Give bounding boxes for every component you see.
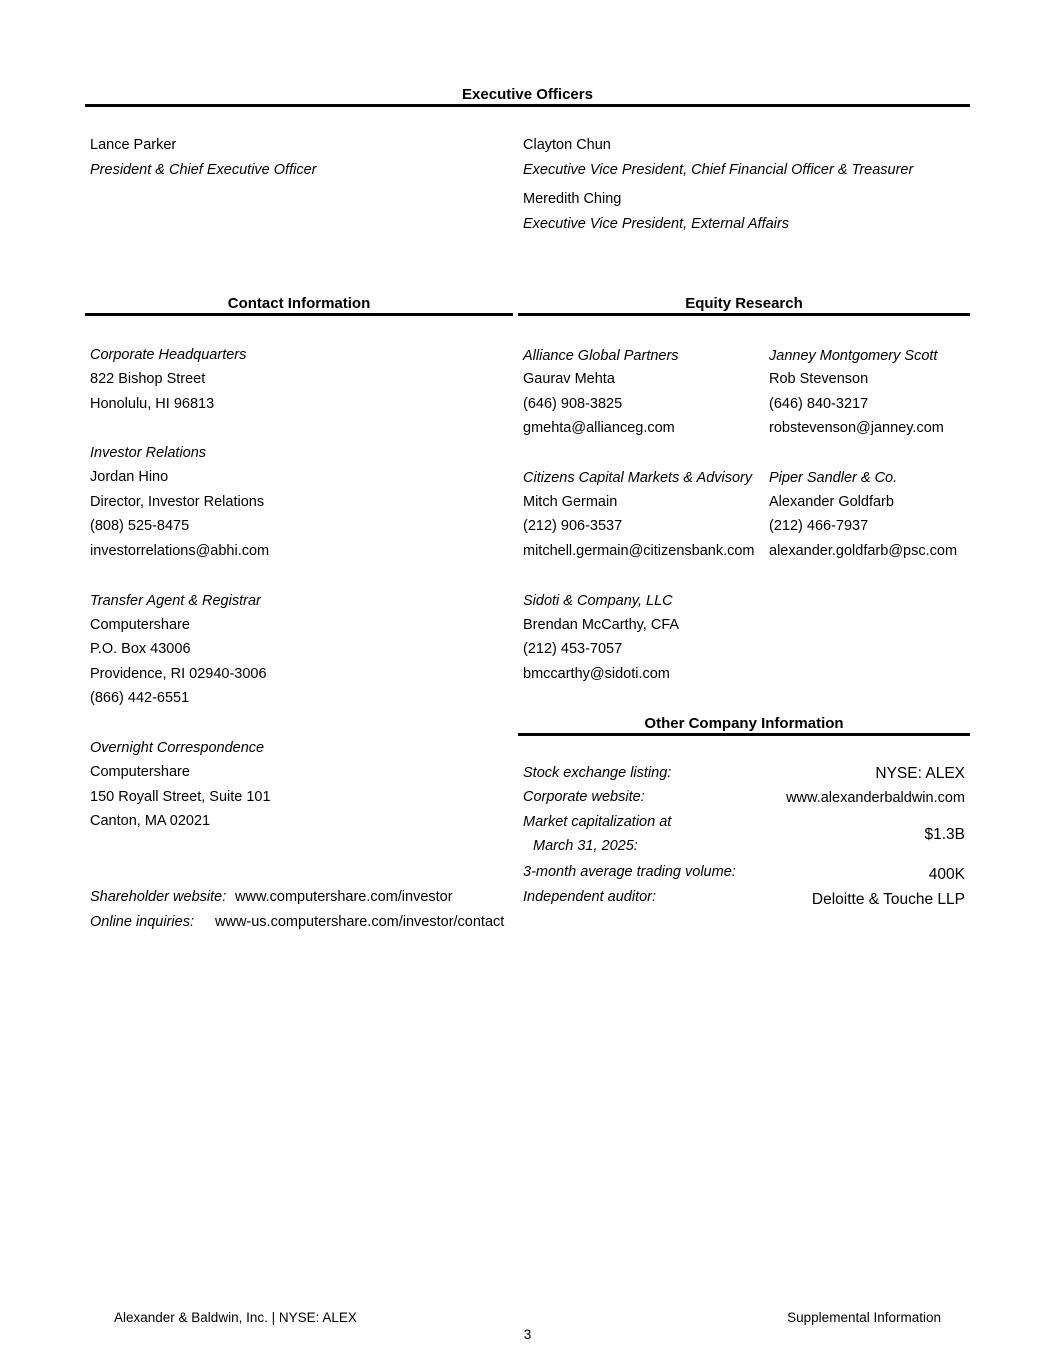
info-label-continued: March 31, 2025:: [533, 838, 638, 854]
info-value: Deloitte & Touche LLP: [811, 891, 965, 908]
officer-name: Meredith Ching: [523, 191, 622, 207]
overnight-street: 150 Royall Street, Suite 101: [90, 789, 271, 805]
overnight-label: Overnight Correspondence: [90, 740, 265, 756]
footer-company: Alexander & Baldwin, Inc. | NYSE: ALEX: [114, 1310, 357, 1325]
contact-information-heading: Contact Information: [227, 295, 371, 312]
executive-officers-rule: [85, 104, 970, 107]
contact-information-rule: [85, 313, 513, 316]
ir-phone: (808) 525-8475: [90, 518, 190, 534]
equity-phone: (212) 466-7937: [769, 518, 869, 534]
info-value: 400K: [928, 866, 965, 883]
online-inquiries-link[interactable]: www-us.computershare.com/investor/contact: [215, 914, 505, 930]
equity-email[interactable]: robstevenson@janney.com: [769, 420, 944, 436]
equity-analyst: Brendan McCarthy, CFA: [523, 617, 680, 633]
transfer-city: Providence, RI 02940-3006: [90, 666, 267, 682]
page-number: 3: [523, 1327, 532, 1342]
online-inquiries-label: Online inquiries:: [90, 914, 194, 930]
equity-research-heading: Equity Research: [685, 295, 803, 312]
transfer-label: Transfer Agent & Registrar: [90, 593, 261, 609]
transfer-company: Computershare: [90, 617, 190, 633]
transfer-phone: (866) 442-6551: [90, 690, 190, 706]
info-label: 3-month average trading volume:: [523, 864, 736, 880]
overnight-company: Computershare: [90, 764, 190, 780]
equity-firm: Alliance Global Partners: [523, 348, 679, 364]
equity-analyst: Alexander Goldfarb: [769, 494, 894, 510]
overnight-city: Canton, MA 02021: [90, 813, 211, 829]
transfer-box: P.O. Box 43006: [90, 641, 191, 657]
info-value: NYSE: ALEX: [875, 765, 965, 782]
equity-phone: (646) 908-3825: [523, 396, 623, 412]
officer-name: Clayton Chun: [523, 137, 611, 153]
executive-officers-heading: Executive Officers: [462, 86, 593, 103]
equity-firm: Sidoti & Company, LLC: [523, 593, 673, 609]
shareholder-website-label: Shareholder website:: [90, 889, 227, 905]
officer-role: President & Chief Executive Officer: [90, 162, 317, 178]
equity-email[interactable]: bmccarthy@sidoti.com: [523, 666, 670, 682]
equity-firm: Janney Montgomery Scott: [769, 348, 938, 364]
equity-firm: Piper Sandler & Co.: [769, 470, 898, 486]
shareholder-website-link[interactable]: www.computershare.com/investor: [235, 889, 453, 905]
equity-email[interactable]: mitchell.germain@citizensbank.com: [523, 543, 755, 559]
ir-name: Jordan Hino: [90, 469, 169, 485]
officer-role: Executive Vice President, Chief Financial Officer & Treasurer: [523, 162, 914, 178]
equity-analyst: Rob Stevenson: [769, 371, 869, 387]
ir-title: Director, Investor Relations: [90, 494, 265, 510]
equity-research-rule: [518, 313, 970, 316]
equity-email[interactable]: gmehta@allianceg.com: [523, 420, 675, 436]
equity-analyst: Mitch Germain: [523, 494, 618, 510]
equity-phone: (212) 453-7057: [523, 641, 623, 657]
officer-role: Executive Vice President, External Affairs: [523, 216, 789, 232]
footer-document: Supplemental Information: [787, 1310, 941, 1325]
ir-email[interactable]: investorrelations@abhi.com: [90, 543, 270, 559]
ir-label: Investor Relations: [90, 445, 207, 461]
info-label: Stock exchange listing:: [523, 765, 672, 781]
equity-phone: (212) 906-3537: [523, 518, 623, 534]
other-company-information-rule: [518, 733, 970, 736]
equity-phone: (646) 840-3217: [769, 396, 869, 412]
equity-email[interactable]: alexander.goldfarb@psc.com: [769, 543, 958, 559]
info-value: $1.3B: [924, 826, 965, 843]
info-label: Corporate website:: [523, 789, 645, 805]
officer-name: Lance Parker: [90, 137, 177, 153]
hq-label: Corporate Headquarters: [90, 347, 247, 363]
info-label: Independent auditor:: [523, 889, 657, 905]
equity-firm: Citizens Capital Markets & Advisory: [523, 470, 753, 486]
hq-city: Honolulu, HI 96813: [90, 396, 215, 412]
info-value[interactable]: www.alexanderbaldwin.com: [786, 790, 965, 806]
other-company-information-heading: Other Company Information: [644, 715, 844, 732]
hq-street: 822 Bishop Street: [90, 371, 206, 387]
equity-analyst: Gaurav Mehta: [523, 371, 615, 387]
info-label: Market capitalization at: [523, 814, 672, 830]
